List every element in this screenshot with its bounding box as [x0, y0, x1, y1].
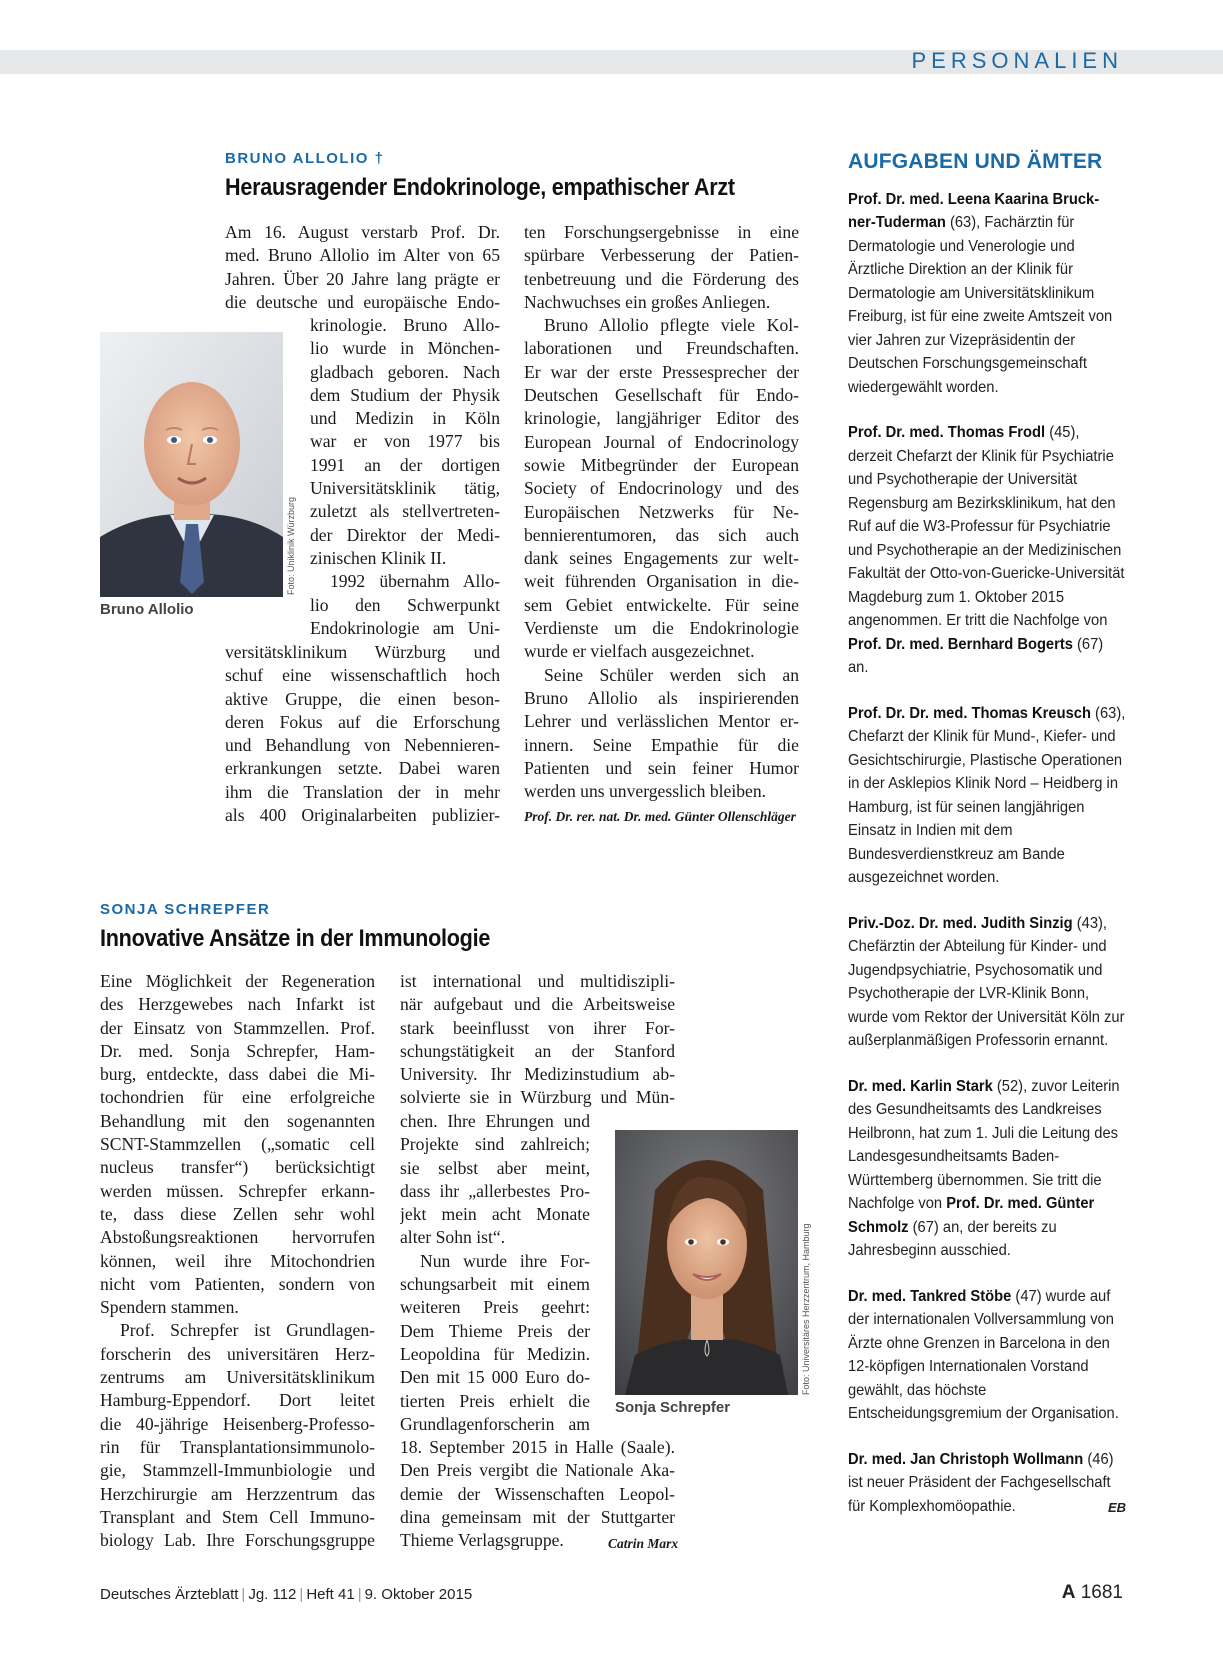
text-line: erkrankungen setzte. Dabei waren [225, 758, 500, 779]
sidebar-signature: EB [1107, 1500, 1126, 1515]
text-line: Endokrinologie am Uni- [310, 617, 500, 638]
article1-kicker: BRUNO ALLOLIO † [225, 150, 385, 167]
text-line: forscherin des universitären Herz- [100, 1343, 375, 1364]
sidebar-entry [848, 912, 1126, 1053]
text-line: rin für Transplantationsimmunolo- [100, 1436, 375, 1457]
text-line: zuletzt als stellvertreten- [310, 501, 500, 522]
text-line: Transplant and Stem Cell Immuno- [100, 1506, 375, 1527]
text-line: und Medizin in Köln [310, 408, 500, 429]
text-line: demie der Wissenschaften Leopol- [400, 1483, 675, 1504]
text-line: Universitätsklinik tätig, [310, 478, 500, 499]
text-line: und Behandlung von Nebennieren- [225, 735, 500, 756]
article1-col1-tail [225, 641, 500, 827]
text-line: bennierentumoren, das sich auch [524, 524, 799, 545]
text-line: 1992 übernahm Allo- [330, 571, 500, 592]
text-line: schungstätigkeit an der Stanford [400, 1040, 675, 1061]
text-line: Thieme Verlagsgruppe. [400, 1530, 564, 1551]
text-line: Dem Thieme Preis der [400, 1320, 590, 1341]
text-line: der Direktor der Medi- [310, 524, 500, 545]
text-line: Bruno Allolio pflegte viele Kol- [544, 315, 799, 336]
entry-text: (43), Chefärztin der Abteilung für Kinder- und Jugendpsychiatrie, Psychosomatik und Psychotherapie der LVR-Klinik Bonn, wurde vom Rektor der Universität Köln zur außerplanmäßigen Professorin ernannt. [848, 914, 1125, 1049]
entry-name: Priv.-Doz. Dr. med. Judith Sinzig [848, 914, 1073, 932]
text-line: der Einsatz von Stammzellen. Prof. [100, 1017, 375, 1038]
text-line: Prof. Schrepfer ist Grundlagen- [120, 1320, 375, 1341]
text-line: zinischen Klinik II. [310, 547, 447, 568]
text-line: die deutsche und europäische Endo- [225, 291, 500, 312]
text-line: alter Sohn ist“. [400, 1227, 506, 1248]
sidebar-entry [848, 1075, 1126, 1263]
bruno-photo-caption: Bruno Allolio [100, 601, 194, 618]
text-line: gie, Stammzell-Immunbiologie und [100, 1460, 375, 1481]
article2-col1 [100, 970, 375, 1552]
text-line: Dr. med. Sonja Schrepfer, Ham- [100, 1040, 375, 1061]
article1-col2 [524, 221, 799, 803]
text-line: Herzchirurgie am Herzzentrum das [100, 1483, 375, 1504]
text-line: innern. Seine Empathie für die [524, 734, 799, 755]
text-line: stark beeinflusst von ihrer For- [400, 1017, 675, 1038]
text-line: spürbare Verbesserung der Patien- [524, 245, 799, 266]
article1-col1-wrap-lines [310, 314, 500, 640]
text-line: ten Forschungsergebnisse in eine [524, 222, 799, 242]
entry-text: (52), zuvor Leiterin des Gesundheitsamts des Landkreises Heilbronn, hat zum 1. Juli die Leitung des Landesgesundheitsamts Baden-Württemberg übernommen. Sie tritt die Nachfolge von [848, 1077, 1120, 1212]
entry-name: Dr. med. Jan Christoph Wollmann [848, 1450, 1084, 1468]
sidebar-entry [848, 421, 1126, 680]
text-line: wurde er vielfach ausgezeichnet. [524, 641, 755, 662]
text-line: dina gemeinsam mit der Stuttgarter [400, 1506, 675, 1527]
article2-kicker: SONJA SCHREPFER [100, 901, 271, 918]
text-line: Patienten und sein feiner Humor [524, 757, 799, 778]
article2-headline: Innovative Ansätze in der Immunologie [100, 925, 491, 952]
article1-col2-lines [524, 221, 799, 803]
entry-name: Dr. med. Karlin Stark [848, 1077, 993, 1095]
text-line: 18. September 2015 in Halle (Saale). [400, 1437, 675, 1457]
bruno-photo-credit: Foto: Uniklinik Würzburg [286, 496, 296, 595]
article2-col2-tail-lines [400, 1436, 675, 1552]
article1-col1-tail-lines [225, 641, 500, 827]
article1-col1-wrap [310, 314, 500, 640]
entry-extra-name: Prof. Dr. med. Günter Schmolz [848, 1195, 1095, 1236]
text-line: nucleus transfer“) berücksichtigt [100, 1157, 375, 1178]
text-line: Grundlagenforscherin am [400, 1413, 590, 1434]
sonja-photo-credit: Foto: Universitäres Herzzentrum, Hamburg [801, 1223, 811, 1395]
article1-col1-top-lines [225, 221, 500, 314]
article1-signature: Prof. Dr. rer. nat. Dr. med. Günter Ollenschläger [524, 809, 796, 824]
text-line: war er von 1977 bis [310, 431, 500, 452]
entry-extra-name: Prof. Dr. med. Bernhard Bogerts [848, 635, 1073, 653]
text-line: Verdienste um die Endokrinologie [524, 618, 799, 639]
text-line: ist international und multidiszipli- [400, 971, 675, 991]
text-line: jekt mein acht Monate [400, 1204, 590, 1225]
text-line: als 400 Originalarbeiten publizier- [225, 805, 500, 826]
text-line: 1991 an der dortigen [310, 454, 500, 475]
text-line: European Journal of Endocrinology [524, 431, 799, 452]
text-line: Leopoldina für Medizin. [400, 1343, 590, 1364]
text-line: Nachwuchses ein großes Anliegen. [524, 291, 771, 312]
text-line: dem Studium der Physik [310, 384, 500, 405]
text-line: Europäischen Netzwerks für Ne- [524, 501, 799, 522]
text-line: zentrums am Universitätsklinikum [100, 1367, 375, 1388]
text-line: aktive Gruppe, die einen beson- [225, 688, 500, 709]
entry-name: Prof. Dr. med. Leena Kaarina Bruck-ner-Tuderman [848, 190, 1100, 231]
article2-col2-top [400, 970, 675, 1110]
text-line: Society of Endocrinology und des [524, 478, 799, 499]
text-line: lio wurde in Mönchen- [310, 338, 500, 359]
text-line: med. Bruno Allolio im Alter von 65 [225, 245, 500, 266]
sidebar-aufgaben-aemter [848, 150, 1126, 1520]
text-line: versitätsklinikum Würzburg und [225, 642, 500, 662]
text-line: Deutschen Gesellschaft für Endo- [524, 385, 799, 406]
entry-name: Prof. Dr. Dr. med. Thomas Kreusch [848, 704, 1091, 722]
text-line: tierten Preis erhielt die [400, 1390, 590, 1411]
article2-col1-lines [100, 970, 375, 1552]
text-line: werden müssen. Schrepfer erkann- [100, 1180, 375, 1201]
text-line: des Herzgewebes nach Infarkt ist [100, 994, 375, 1015]
text-line: University. Ihr Medizinstudium ab- [400, 1064, 675, 1085]
text-line: lio den Schwerpunkt [310, 594, 500, 615]
text-line: Seine Schüler werden sich an [544, 664, 799, 685]
section-title: PERSONALIEN [911, 48, 1123, 73]
text-line: burg, entdeckte, dass dabei die Mi- [100, 1064, 375, 1085]
sidebar-entry [848, 188, 1126, 400]
text-line: weit führenden Organisation in die- [524, 571, 799, 592]
entry-text: (46) ist neuer Präsident der Fachgesellschaft für Komplexhomöopathie. [848, 1450, 1114, 1515]
entry-name: Dr. med. Tankred Stöbe [848, 1287, 1012, 1305]
text-line: können, weil ihre Mitochondrien [100, 1250, 375, 1271]
footer-page: 1681 [1080, 1582, 1123, 1603]
footer-journal-info: Deutsches Ärzteblatt | Jg. 112 | Heft 41 | 9. Oktober 2015 [100, 1586, 473, 1603]
text-line: dass ihr „allerbestes Pro- [400, 1180, 590, 1201]
footer-page-number [1062, 1582, 1123, 1604]
text-line: ihm die Translation der in mehr [225, 781, 500, 802]
text-line: SCNT-Stammzellen („somatic cell [100, 1134, 375, 1155]
text-line: Hamburg-Eppendorf. Dort leitet [100, 1390, 375, 1411]
text-line: Den Preis vergibt die Nationale Aka- [400, 1460, 675, 1481]
footer-page-prefix: A [1061, 1582, 1076, 1603]
text-line: Nun wurde ihre For- [420, 1250, 590, 1271]
text-line: nicht vom Patienten, sondern von [100, 1273, 375, 1294]
bruno-allolio-photo [100, 332, 283, 597]
article1-headline: Herausragender Endokrinologe, empathischer Arzt [225, 174, 735, 201]
text-line: schungsarbeit mit einem [400, 1274, 590, 1295]
article2-signature: Catrin Marx [608, 1536, 679, 1551]
text-line: die 40-jährige Heisenberg-Professo- [100, 1413, 375, 1434]
text-line: weiteren Preis geehrt: [400, 1297, 590, 1318]
entry-name: Prof. Dr. med. Thomas Frodl [848, 424, 1046, 441]
text-line: deren Fokus auf die Erforschung [225, 711, 500, 732]
entry-extra-text: (67) an. [848, 635, 1104, 676]
text-line: biology Lab. Ihre Forschungsgruppe [100, 1530, 375, 1551]
entry-text: (47) wurde auf der internationalen Vollversammlung von Ärzte ohne Grenzen in Barcelona in den 12-köpfigen Internationalen Vorstand gewählt, das höchste Entscheidungsgremium der Organisation. [848, 1287, 1119, 1422]
text-line: dank seines Engagements zur welt- [524, 548, 799, 569]
sidebar-entry [848, 1285, 1126, 1426]
footer-journal: Deutsches Ärzteblatt [100, 1586, 239, 1603]
text-line: Den mit 15 000 Euro do- [400, 1367, 590, 1388]
text-line: Jahren. Über 20 Jahre lang prägte er [225, 268, 500, 289]
text-line: Lehrer und verlässlichen Mentor er- [524, 711, 799, 732]
text-line: sem Gebiet entwickelte. Für seine [524, 594, 799, 615]
footer-volume: Jg. 112 [248, 1586, 297, 1603]
sidebar-entries [848, 188, 1126, 1519]
article2-col2-wrap-lines [400, 1110, 590, 1436]
text-line: krinologie. Bruno Allo- [310, 315, 500, 335]
text-line: werden uns unvergesslich bleiben. [524, 781, 767, 802]
entry-text: (45), derzeit Chefarzt der Klinik für Psychiatrie und Psychotherapie der Universität Regensburg am Bezirksklinikum, hat den Ruf auf die W3-Professur für Psychiatrie und Psychotherapie an der Medizinischen Fakultät der Otto-von-Guericke-Universität Magdeburg zum 1. Oktober 2015 angenommen. Er tritt die Nachfolge von [848, 424, 1125, 629]
footer-issue: Heft 41 [306, 1586, 355, 1603]
text-line: Spendern stammen. [100, 1297, 239, 1318]
text-line: Er war der erste Pressesprecher der [524, 361, 799, 382]
sidebar-title: AUFGABEN UND ÄMTER [848, 150, 1103, 173]
article2-col2-top-lines [400, 970, 675, 1110]
text-line: Behandlung mit den sogenannten [100, 1110, 375, 1131]
entry-text: (63), Chefarzt der Klinik für Mund-, Kiefer- und Gesichtschirurgie, Plastische Operationen in der Asklepios Klinik Nord – Heidberg in Hamburg, ist für seinen langjährigen Einsatz in Indien mit dem Bundesverdienstkreuz am Bande ausgezeichnet worden. [848, 704, 1126, 886]
text-line: laborationen und Freundschaften. [524, 338, 799, 359]
text-line: solvierte sie in Würzburg und Mün- [400, 1087, 675, 1108]
article1-col1-top [225, 221, 500, 314]
text-line: Bruno Allolio als inspirierenden [524, 687, 799, 708]
text-line: schuf eine wissenschaftlich hoch [225, 665, 500, 686]
entry-text: (63), Fachärztin für Dermatologie und Venerologie und Ärztliche Direktion an der Klinik für Dermatologie am Universitätsklinikum Freiburg, ist für eine zweite Amtszeit von vier Jahren zur Vizepräsidentin der Deutschen Forschungsgemeinschaft wiedergewählt worden. [848, 214, 1113, 396]
footer-date: 9. Oktober 2015 [364, 1586, 473, 1603]
text-line: tenbetreuung und die Förderung des [524, 268, 799, 289]
bruno-allolio-portrait-icon [100, 332, 283, 597]
text-line: Projekte sind zahlreich; [400, 1134, 590, 1155]
sonja-schrepfer-portrait-icon [615, 1130, 798, 1395]
text-line: när aufgebaut und die Arbeitsweise [400, 994, 675, 1015]
text-line: chen. Ihre Ehrungen und [400, 1111, 590, 1131]
sidebar-entry [848, 1448, 1126, 1519]
text-line: Eine Möglichkeit der Regeneration [100, 971, 375, 991]
sidebar-entry [848, 702, 1126, 890]
text-line: tochondrien für eine erfolgreiche [100, 1087, 375, 1108]
text-line: te, dass diese Zellen sehr wohl [100, 1203, 375, 1224]
article2-col2-tail [400, 1436, 675, 1552]
text-line: krinologie, langjähriger Editor des [524, 408, 799, 429]
text-line: sowie Mitbegründer der European [524, 454, 799, 475]
entry-extra-text: (67) an, der bereits zu Jahresbeginn ausschied. [848, 1218, 1057, 1259]
text-line: Am 16. August verstarb Prof. Dr. [225, 222, 500, 242]
article2-col2-wrap [400, 1110, 590, 1436]
sonja-schrepfer-photo [615, 1130, 798, 1395]
sonja-photo-caption: Sonja Schrepfer [615, 1399, 731, 1416]
text-line: Abstoßungsreaktionen hervorrufen [100, 1227, 375, 1248]
text-line: sie selbst aber meint, [400, 1157, 590, 1178]
text-line: gladbach geboren. Nach [310, 361, 500, 382]
